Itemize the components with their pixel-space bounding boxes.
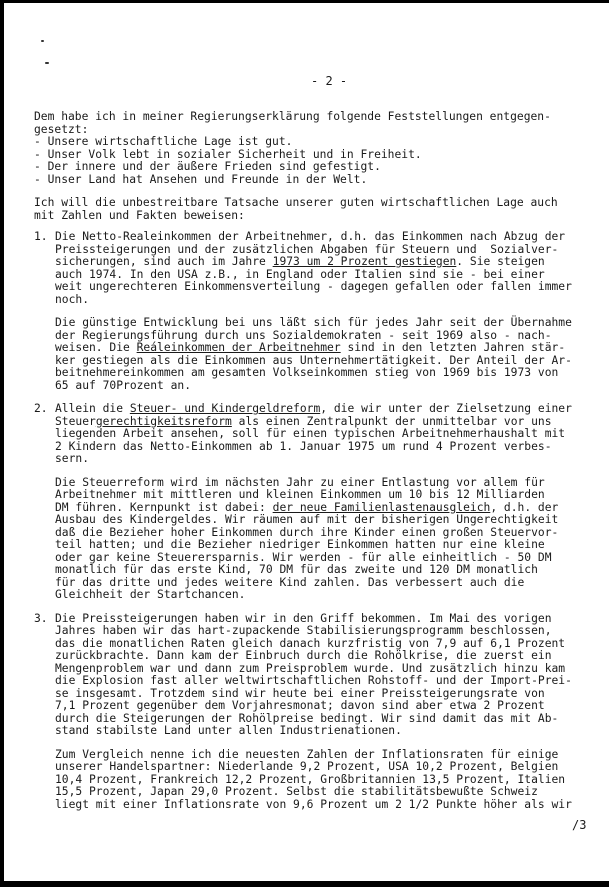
text-line: Allein die Steuer- und Kindergeldreform, die wir unter der Zielsetzung einer — [55, 402, 572, 415]
text-line: weisen. Die Reáleinkommen der Arbeitnehmer sind in den letzten Jahren stär- — [55, 341, 566, 354]
text-line: sicherungen, sind auch im Jahre 1973 um 2 Prozent gestiegen. Sie steigen — [55, 255, 545, 268]
text-line: der Regierungsführung durch uns Sozialdemokraten - seit 1969 also - nach- — [55, 328, 552, 342]
underlined-phrase: der neue Familienlastenausgleich — [272, 500, 491, 514]
bullet-item: - Unser Volk lebt in sozialer Sicherheit und in Freiheit. — [34, 147, 422, 161]
text-line: die Explosion fast aller weltwirtschaftlichen Rohstoff- und der Import-Prei- — [55, 674, 572, 687]
bullet-item: - Unsere wirtschaftliche Lage ist gut. — [34, 135, 293, 148]
lead-paragraph — [34, 197, 604, 222]
bullet-item: - Der innere und der äußere Frieden sind gefestigt. — [34, 160, 381, 173]
text-line: Gleichheit der Startchancen. — [55, 588, 246, 601]
item-number: 2. — [34, 402, 48, 415]
continuation-mark: /3 — [572, 818, 587, 832]
text-line: Mengenproblem war und dann zum Preisproblem wurde. Und zusätzlich hinzu kam — [55, 661, 566, 675]
text-line: oder gar keine Steuerersparnis. Wir werden - für alle einheitlich - 50 DM — [55, 550, 552, 564]
text-line: liegenden Arbeit ansehen, soll für einen typischen Arbeitnehmerhaushalt mit — [55, 427, 566, 440]
text-line: Dem habe ich in meiner Regierungserklärung folgende Feststellungen entgegen- — [34, 110, 551, 123]
item-number: 3. — [34, 611, 48, 625]
text-line: Jahres haben wir das hart-zupackende Stabilisierungsprogramm beschlossen, — [55, 624, 552, 637]
underlined-phrase: 1973 um 2 Prozent gestiegen — [272, 255, 457, 268]
text-line: Die Netto-Realeinkommen der Arbeitnehmer, d.h. das Einkommen nach Abzug der — [55, 230, 566, 243]
text-line: Zum Vergleich nenne ich die neuesten Zahlen der Inflationsraten für einige — [55, 747, 559, 761]
text-line: daß die Bezieher hoher Einkommen durch ihre Kinder einen großen Steuervor- — [55, 525, 559, 539]
text-line: liegt mit einer Inflationsrate von 9,6 Prozent um 2 1/2 Punkte höher als wir — [55, 797, 572, 811]
intro-paragraph — [34, 111, 604, 186]
numbered-item-2 — [34, 403, 604, 602]
text-line: weit ungerechteren Einkommensverteilung - dagegen gefallen oder fallen immer — [55, 280, 572, 293]
text-line: stand stabilste Land unter allen Industrienationen. — [55, 724, 402, 737]
underlined-phrase: Steuer- und Kindergeldreform — [129, 402, 321, 415]
scan-edge-bottom — [0, 881, 609, 887]
page-number: - 2 - — [311, 74, 348, 88]
text-line: 10,4 Prozent, Frankreich 12,2 Prozent, Großbritannien 13,5 Prozent, Italien — [55, 772, 566, 786]
text-line: auch 1974. In den USA z.B., in England oder Italien sind sie - bei einer — [55, 267, 545, 281]
text-line: Die günstige Entwicklung bei uns läßt sich für jedes Jahr seit der Übernahme — [55, 316, 572, 329]
bullet-item: - Unser Land hat Ansehen und Freunde in der Welt. — [34, 172, 368, 186]
text-line: noch. — [55, 292, 90, 306]
text-line: 65 auf 70Prozent an. — [55, 378, 192, 392]
text-line: ker gestiegen als die Einkommen aus Unternehmertätigkeit. Der Anteil der Ar- — [55, 353, 572, 367]
text-line: beitnehmereinkommen am gesamten Volkseinkommen stieg von 1969 bis 1973 von — [55, 366, 559, 379]
numbered-item-3 — [34, 613, 604, 812]
numbered-item-1 — [34, 231, 604, 392]
text-line: mit Zahlen und Fakten beweisen: — [34, 208, 245, 222]
text-line: durch die Steigerungen der Rohölpreise bedingt. Wir sind damit das mit Ab- — [55, 711, 559, 725]
text-line: DM führen. Kernpunkt ist dabei: der neue Familienlastenausgleich, d.h. der — [55, 500, 559, 514]
text-line: Die Steuerreform wird im nächsten Jahr zu einer Entlastung vor allem für — [55, 475, 545, 489]
text-line: 7,1 Prozent gegenüber dem Vorjahresmonat; davon sind aber etwa 2 Prozent — [55, 699, 545, 712]
text-line: Ausbau des Kindergeldes. Wir räumen auf mit der bisherigen Ungerechtigkeit — [55, 513, 559, 526]
text-line: Ich will die unbestreitbare Tatsache unserer guten wirtschaftlichen Lage auch — [34, 196, 558, 209]
text-line: Arbeitnehmer mit mittleren und kleinen Einkommen um 10 bis 12 Milliarden — [55, 488, 545, 501]
scan-speck — [45, 62, 49, 64]
text-line: gesetzt: — [34, 122, 89, 136]
text-line: sern. — [55, 452, 90, 465]
text-line: Steuergerechtigkeitsreform als einen Zentralpunkt der unmittelbar vor uns — [55, 414, 552, 428]
scan-speck — [41, 40, 44, 42]
text-line: teil hatten; und die Bezieher niedriger Einkommen hatten nur eine kleine — [55, 538, 545, 551]
underlined-phrase: Reáleinkommen der Arbeitnehmer — [136, 341, 341, 354]
scan-edge-left — [0, 0, 4, 887]
text-line: 2 Kindern das Netto-Einkommen ab 1. Januar 1975 um rund 4 Prozent verbes- — [55, 439, 552, 453]
text-line: zurückbrachte. Dann kam der Einbruch durch die Rohölkrise, die zuerst ein — [55, 649, 552, 662]
document-body — [34, 111, 604, 811]
text-line: monatlich für das erste Kind, 70 DM für das zweite und 120 DM monatlich — [55, 563, 538, 576]
text-line: Die Preissteigerungen haben wir in den Griff bekommen. Im Mai des vorigen — [55, 611, 552, 625]
item-number: 1. — [34, 230, 48, 243]
text-line: se insgesamt. Trotzdem sind wir heute bei einer Preissteigerungsrate von — [55, 686, 545, 700]
scan-edge-top — [0, 0, 609, 3]
text-line: für das dritte und jedes weitere Kind zahlen. Das verbessert auch die — [55, 575, 525, 589]
text-line: 15,5 Prozent, Japan 29,0 Prozent. Selbst die stabilitätsbewußte Schweiz — [55, 785, 538, 798]
text-line: unserer Handelspartner: Niederlande 9,2 Prozent, USA 10,2 Prozent, Belgien — [55, 760, 559, 773]
text-line: das die monatlichen Raten gleich danach kurzfristig von 7,9 auf 6,1 Prozent — [55, 636, 566, 650]
underlined-phrase: gerechtigkeitsreform — [95, 414, 232, 428]
text-line: Preissteigerungen und der zusätzlichen Abgaben für Steuern und Sozialver- — [55, 242, 559, 256]
